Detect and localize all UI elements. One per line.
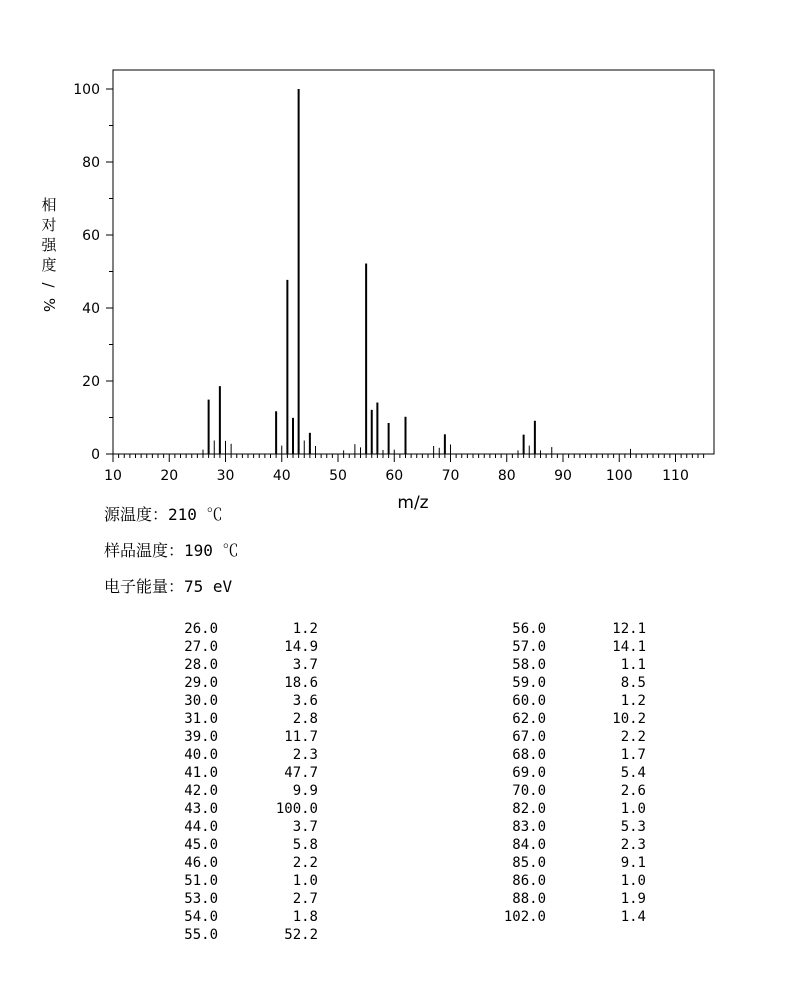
source-temperature: 源温度：210 ℃ (104, 505, 223, 524)
peak-abundance: 1.2 (620, 693, 646, 709)
peak-row (466, 674, 646, 692)
peak-row (138, 710, 318, 728)
peak-mz: 85.0 (512, 855, 546, 871)
x-tick-label: 40 (272, 468, 291, 484)
peak-mz: 56.0 (512, 621, 546, 637)
peak-abundance: 100.0 (275, 801, 318, 817)
peak-abundance: 1.0 (620, 873, 646, 889)
peak-mz: 43.0 (184, 801, 218, 817)
peak-abundance: 2.6 (620, 783, 646, 799)
peak-mz: 29.0 (184, 675, 218, 691)
y-axis-label-char: 强 (41, 236, 57, 254)
peak-row (138, 764, 318, 782)
peak-abundance: 1.8 (292, 909, 318, 925)
peak-row (138, 872, 318, 890)
peak-row (138, 692, 318, 710)
peak-mz: 31.0 (184, 711, 218, 727)
y-tick-label: 60 (82, 228, 100, 244)
peak-mz: 30.0 (184, 693, 218, 709)
peak-mz: 42.0 (184, 783, 218, 799)
peak-mz: 51.0 (184, 873, 218, 889)
x-tick-label: 30 (216, 468, 235, 484)
peak-abundance: 3.7 (292, 657, 318, 673)
y-axis-label-cell (38, 295, 60, 315)
peak-row (466, 728, 646, 746)
peak-row (138, 818, 318, 836)
x-tick-label: 10 (104, 468, 122, 484)
peak-row (138, 782, 318, 800)
x-tick-label: 80 (497, 468, 516, 484)
x-tick-label: 110 (662, 468, 689, 484)
peak-abundance: 1.9 (620, 891, 646, 907)
peak-abundance: 3.6 (292, 693, 318, 709)
peak-row (466, 800, 646, 818)
peak-abundance: 9.9 (292, 783, 318, 799)
peak-abundance: 10.2 (612, 711, 646, 727)
peak-abundance: 5.8 (292, 837, 318, 853)
peak-row (466, 746, 646, 764)
peak-table-left (138, 620, 318, 944)
x-tick-label: 60 (385, 468, 404, 484)
x-axis-ticks (104, 454, 689, 484)
y-axis-label-char: % (39, 297, 58, 313)
peak-mz: 86.0 (512, 873, 546, 889)
peak-row (138, 620, 318, 638)
y-axis-label-char: 对 (41, 216, 57, 234)
peak-abundance: 2.3 (620, 837, 646, 853)
peak-row (138, 728, 318, 746)
peak-row (466, 638, 646, 656)
peak-mz: 26.0 (184, 621, 218, 637)
peak-row (466, 818, 646, 836)
y-axis-label-char: 度 (41, 256, 57, 274)
peak-abundance: 1.0 (292, 873, 318, 889)
peak-mz: 82.0 (512, 801, 546, 817)
sample-temperature: 样品温度：190 ℃ (104, 541, 239, 560)
peak-row (138, 800, 318, 818)
peak-row (138, 656, 318, 674)
peak-abundance: 1.2 (292, 621, 318, 637)
y-tick-label: 100 (73, 82, 100, 98)
peak-mz: 68.0 (512, 747, 546, 763)
peak-mz: 39.0 (184, 729, 218, 745)
peak-abundance: 2.8 (292, 711, 318, 727)
peak-abundance: 8.5 (620, 675, 646, 691)
peak-mz: 67.0 (512, 729, 546, 745)
peak-row (138, 674, 318, 692)
peak-row (466, 782, 646, 800)
peak-abundance: 11.7 (284, 729, 318, 745)
peak-mz: 54.0 (184, 909, 218, 925)
peak-abundance: 2.2 (620, 729, 646, 745)
peak-row (138, 836, 318, 854)
peak-abundance: 14.9 (284, 639, 318, 655)
peak-row (466, 656, 646, 674)
peak-abundance: 1.4 (620, 909, 646, 925)
peak-mz: 28.0 (184, 657, 218, 673)
peak-mz: 59.0 (512, 675, 546, 691)
peak-mz: 41.0 (184, 765, 218, 781)
peak-row (138, 908, 318, 926)
peak-row (466, 854, 646, 872)
peak-abundance: 9.1 (620, 855, 646, 871)
x-tick-label: 70 (441, 468, 460, 484)
peak-abundance: 5.3 (620, 819, 646, 835)
peak-row (466, 836, 646, 854)
peak-mz: 70.0 (512, 783, 546, 799)
x-axis-label: m/z (397, 493, 429, 513)
peak-mz: 69.0 (512, 765, 546, 781)
peak-row (466, 764, 646, 782)
y-tick-label: 0 (91, 447, 100, 463)
peak-mz: 84.0 (512, 837, 546, 853)
plot-frame (113, 70, 714, 454)
spectrum-peaks (203, 89, 631, 454)
x-tick-label: 100 (605, 468, 633, 484)
peak-abundance: 2.7 (292, 891, 318, 907)
peak-abundance: 2.3 (292, 747, 318, 763)
peak-mz: 27.0 (184, 639, 218, 655)
peak-table-right (466, 620, 646, 926)
x-minor-ticks (119, 454, 704, 458)
peak-row (466, 692, 646, 710)
y-axis-label-char: 相 (41, 196, 57, 214)
peak-row (138, 926, 318, 944)
peak-abundance: 3.7 (292, 819, 318, 835)
peak-row (138, 854, 318, 872)
peak-abundance: 14.1 (612, 639, 646, 655)
y-tick-label: 40 (82, 301, 100, 317)
y-axis-label-cell (38, 275, 60, 295)
peak-abundance: 1.7 (620, 747, 646, 763)
peak-abundance: 52.2 (284, 927, 318, 943)
peak-mz: 102.0 (503, 909, 546, 925)
y-axis-label-char: / (40, 282, 58, 288)
peak-mz: 55.0 (184, 927, 218, 943)
electron-energy: 电子能量：75 eV (104, 577, 233, 596)
peak-abundance: 1.0 (620, 801, 646, 817)
peak-mz: 88.0 (512, 891, 546, 907)
peak-mz: 46.0 (184, 855, 218, 871)
x-tick-label: 90 (554, 468, 572, 484)
peak-row (138, 890, 318, 908)
peak-row (138, 746, 318, 764)
x-tick-label: 20 (160, 468, 179, 484)
peak-abundance: 47.7 (284, 765, 318, 781)
peak-mz: 45.0 (184, 837, 218, 853)
peak-mz: 62.0 (512, 711, 546, 727)
x-tick-label: 50 (329, 468, 347, 484)
peak-row (466, 908, 646, 926)
peak-row (466, 710, 646, 728)
y-tick-label: 20 (82, 374, 100, 390)
peak-mz: 53.0 (184, 891, 218, 907)
y-axis-label (38, 195, 60, 315)
peak-mz: 58.0 (512, 657, 546, 673)
peak-mz: 57.0 (512, 639, 546, 655)
peak-abundance: 2.2 (292, 855, 318, 871)
peak-abundance: 12.1 (612, 621, 646, 637)
peak-row (466, 890, 646, 908)
peak-mz: 40.0 (184, 747, 218, 763)
peak-row (466, 872, 646, 890)
peak-abundance: 5.4 (620, 765, 646, 781)
peak-mz: 83.0 (512, 819, 546, 835)
y-axis-ticks (73, 82, 113, 463)
peak-mz: 44.0 (184, 819, 218, 835)
peak-mz: 60.0 (512, 693, 546, 709)
y-tick-label: 80 (82, 155, 100, 171)
peak-row (466, 620, 646, 638)
peak-row (138, 638, 318, 656)
peak-abundance: 18.6 (284, 675, 318, 691)
peak-abundance: 1.1 (620, 657, 646, 673)
